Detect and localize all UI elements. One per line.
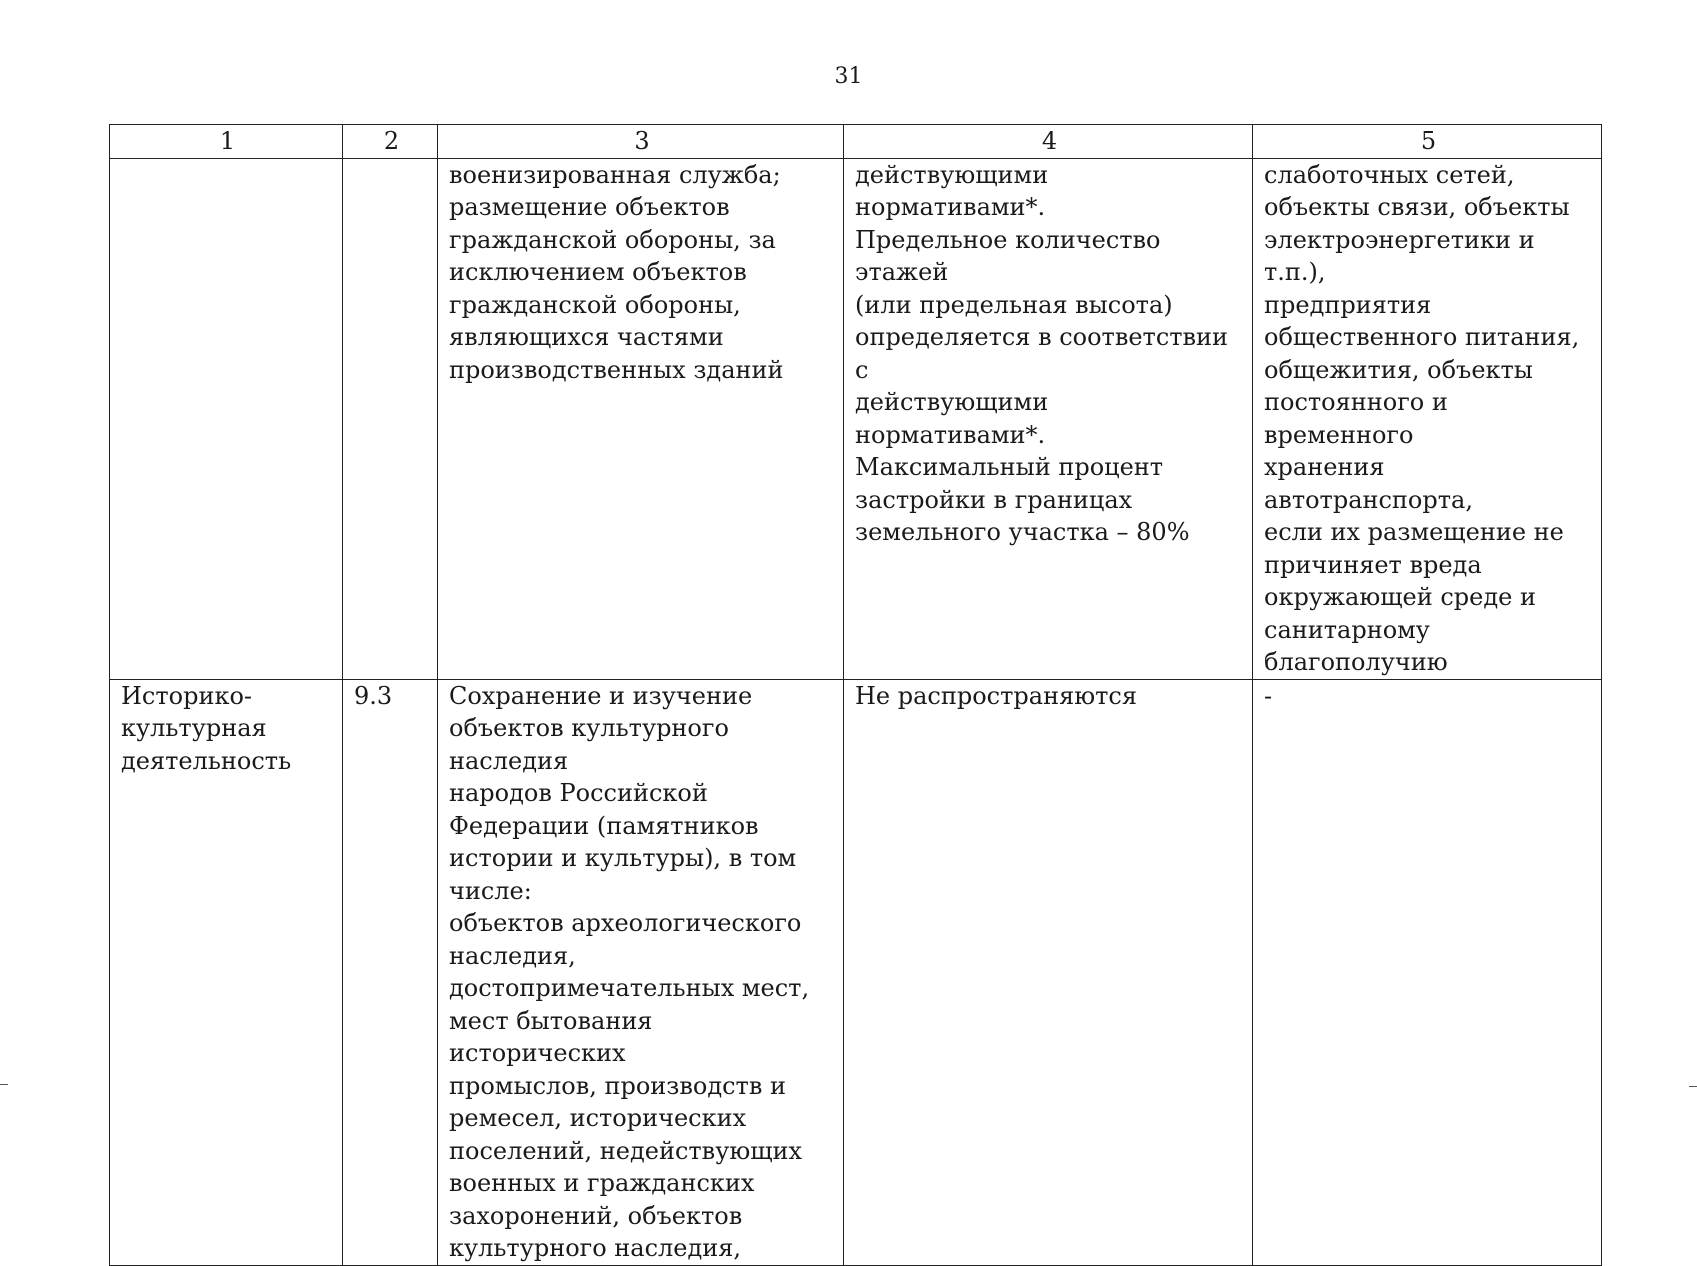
cell-use-type bbox=[110, 158, 343, 679]
right-margin-mark bbox=[1689, 1086, 1697, 1087]
left-margin-mark bbox=[0, 1084, 8, 1085]
table-row bbox=[110, 679, 1602, 1265]
cell-auxiliary-uses: слаботочных сетей, объекты связи, объекты электроэнергетики и т.п.), предприятия общественного питания, общежития, объекты постоянного и временного хранения автотранспорта, если их размещение не причиняет вреда окружающей среде и санитарному благополучию bbox=[1253, 158, 1602, 679]
cell-use-code: 9.3 bbox=[343, 679, 438, 1265]
cell-description: Сохранение и изучение объектов культурного наследия народов Российской Федерации (памятников истории и культуры), в том числе: объектов археологического наследия, достопримечательных мест, мест бытования исторических промыслов, производств и ремесел, исторических поселений, недействующих военных и гражданских захоронений, объектов культурного наследия, bbox=[438, 679, 844, 1265]
cell-parameters: действующими нормативами*. Предельное количество этажей (или предельная высота) определяется в соответствии с действующими нормативами*. Максимальный процент застройки в границах земельного участка – 80% bbox=[844, 158, 1253, 679]
cell-use-code bbox=[343, 158, 438, 679]
cell-use-type: Историко- культурная деятельность bbox=[110, 679, 343, 1265]
cell-auxiliary-uses: - bbox=[1253, 679, 1602, 1265]
table-header-row bbox=[110, 125, 1602, 159]
page-number: 31 bbox=[834, 64, 863, 89]
cell-description: военизированная служба; размещение объектов гражданской обороны, за исключением объектов гражданской обороны, являющихся частями производственных зданий bbox=[438, 158, 844, 679]
column-number-4: 4 bbox=[844, 125, 1253, 159]
cell-parameters: Не распространяются bbox=[844, 679, 1253, 1265]
column-number-1: 1 bbox=[110, 125, 343, 159]
column-number-2: 2 bbox=[343, 125, 438, 159]
table-row bbox=[110, 158, 1602, 679]
column-number-3: 3 bbox=[438, 125, 844, 159]
zoning-table bbox=[109, 124, 1602, 1266]
column-number-5: 5 bbox=[1253, 125, 1602, 159]
